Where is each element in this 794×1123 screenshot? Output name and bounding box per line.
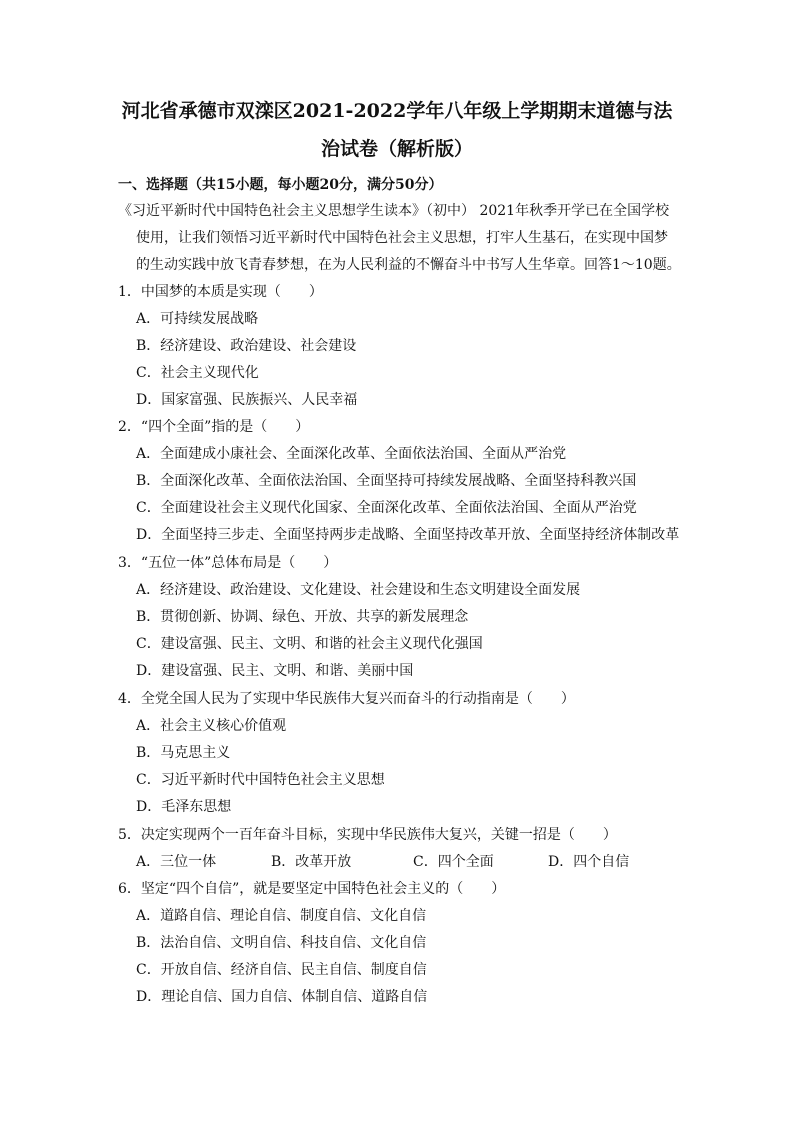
intro-line-1: 《习近平新时代中国特色社会主义思想学生读本》（初中） 2021年秋季开学已在全国学校 xyxy=(118,203,670,219)
question-2-stem: 2．“四个全面”指的是（ ） xyxy=(118,419,310,435)
exam-title-line-2: 治试卷（解析版） xyxy=(320,138,473,160)
question-6-option-d: D．理论自信、国力自信、体制自信、道路自信 xyxy=(136,989,428,1005)
question-5-stem: 5．决定实现两个一百年奋斗目标，实现中华民族伟大复兴，关键一招是（ ） xyxy=(118,827,617,843)
question-4-option-d: D．毛泽东思想 xyxy=(136,799,232,815)
question-3-stem: 3．“五位一体”总体布局是（ ） xyxy=(118,555,338,571)
question-6-option-b: B．法治自信、文明自信、科技自信、文化自信 xyxy=(136,935,427,951)
question-4-option-c: C．习近平新时代中国特色社会主义思想 xyxy=(136,772,385,788)
question-5-option-c: C．四个全面 xyxy=(413,854,494,870)
question-3-option-c: C．建设富强、民主、文明、和谐的社会主义现代化强国 xyxy=(136,636,483,652)
exam-title-line-1: 河北省承德市双滦区2021-2022学年八年级上学期期末道德与法 xyxy=(121,100,673,122)
question-6-stem: 6．坚定“四个自信”，就是要坚定中国特色社会主义的（ ） xyxy=(118,881,506,897)
question-4-option-b: B．马克思主义 xyxy=(136,745,231,761)
question-6-option-a: A．道路自信、理论自信、制度自信、文化自信 xyxy=(136,908,427,924)
question-5-option-d: D．四个自信 xyxy=(548,854,630,870)
question-1-option-c: C．社会主义现代化 xyxy=(136,365,259,381)
question-1-stem: 1．中国梦的本质是实现（ ） xyxy=(118,284,323,300)
question-3-option-d: D．建设富强、民主、文明、和谐、美丽中国 xyxy=(136,663,414,679)
question-5-option-a: A．三位一体 xyxy=(136,854,217,870)
question-3-option-a: A．经济建设、政治建设、文化建设、社会建设和生态文明建设全面发展 xyxy=(136,582,581,598)
question-6-option-c: C．开放自信、经济自信、民主自信、制度自信 xyxy=(136,962,427,978)
question-2-option-d: D．全面坚持三步走、全面坚持两步走战略、全面坚持改革开放、全面坚持经济体制改革 xyxy=(136,527,680,543)
question-1-option-d: D．国家富强、民族振兴、人民幸福 xyxy=(136,392,358,408)
question-2-option-a: A．全面建成小康社会、全面深化改革、全面依法治国、全面从严治党 xyxy=(136,446,567,462)
question-3-option-b: B．贯彻创新、协调、绿色、开放、共享的新发展理念 xyxy=(136,609,469,625)
question-5-option-b: B．改革开放 xyxy=(271,854,352,870)
question-4-stem: 4．全党全国人民为了实现中华民族伟大复兴而奋斗的行动指南是（ ） xyxy=(118,691,575,707)
question-2-option-b: B．全面深化改革、全面依法治国、全面坚持可持续发展战略、全面坚持科教兴国 xyxy=(136,473,637,489)
question-2-option-c: C．全面建设社会主义现代化国家、全面深化改革、全面依法治国、全面从严治党 xyxy=(136,500,637,516)
intro-line-3: 的生动实践中放飞青春梦想，在为人民利益的不懈奋斗中书写人生华章。回答1～10题。 xyxy=(136,257,681,273)
question-1-option-a: A．可持续发展战略 xyxy=(136,311,259,327)
intro-line-2: 使用，让我们领悟习近平新时代中国特色社会主义思想，打牢人生基石，在实现中国梦 xyxy=(136,230,668,246)
section-heading: 一、选择题（共15小题，每小题20分，满分50分） xyxy=(118,177,443,193)
question-1-option-b: B．经济建设、政治建设、社会建设 xyxy=(136,338,357,354)
question-4-option-a: A．社会主义核心价值观 xyxy=(136,718,287,734)
